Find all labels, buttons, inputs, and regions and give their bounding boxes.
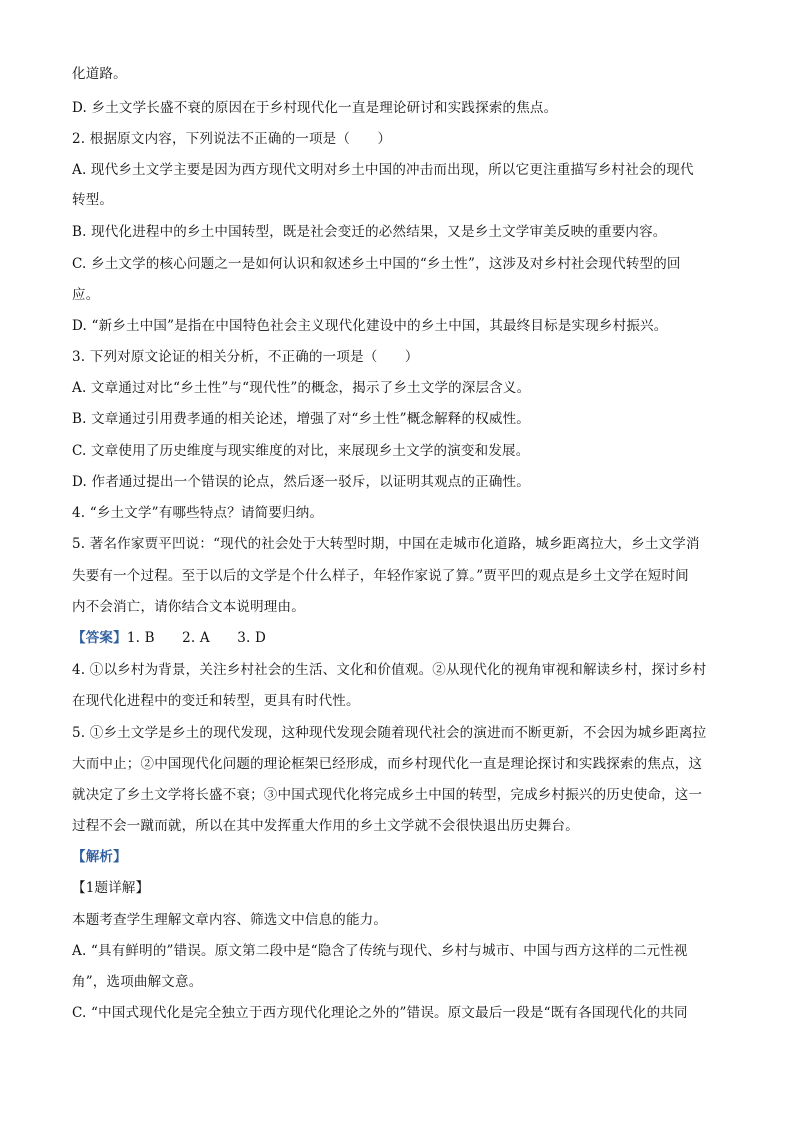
option-d: D. 作者通过提出一个错误的论点，然后逐一驳斥，以证明其观点的正确性。 (72, 474, 530, 490)
question-5: 5. 著名作家贾平凹说：“现代的社会处于大转型时期，中国在走城市化道路，城乡距离拉大，乡土文学消 (72, 536, 700, 552)
text-line: 大而中止；②中国现代化问题的理论框架已经形成，而乡村现代化一直是理论探讨和实践探索的焦点，这 (72, 756, 703, 772)
option-c: C. 乡土文学的核心问题之一是如何认识和叙述乡土中国的“乡土性”，这涉及对乡村社会现代转型的回 (72, 256, 681, 272)
answer-4: 4. ①以乡村为背景，关注乡村社会的生活、文化和价值观。②从现代化的视角审视和解读乡村，探讨乡村 (72, 662, 707, 678)
option-d: D. “新乡土中国”是指在中国特色社会主义现代化建设中的乡土中国，其最终目标是实现乡村振兴。 (72, 318, 668, 334)
option-a: A. 现代乡土文学主要是因为西方现代文明对乡土中国的冲击而出现，所以它更注重描写乡村社会的现代 (72, 162, 694, 178)
text-line: 过程不会一蹴而就，所以在其中发挥重大作用的乡土文学就不会很快退出历史舞台。 (72, 818, 579, 834)
text-line: 就决定了乡土文学将长盛不衰；③中国式现代化将完成乡土中国的转型，完成乡村振兴的历史使命，这一 (72, 787, 703, 803)
section-heading: 【1题详解】 (72, 880, 150, 896)
text-line: C. “中国式现代化是完全独立于西方现代化理论之外的”错误。原文最后一段是“既有各国现代化的共同 (72, 1005, 688, 1021)
option-b: B. 现代化进程中的乡土中国转型，既是社会变迁的必然结果，又是乡土文学审美反映的重要内容。 (72, 224, 667, 240)
text-line: 失要有一个过程。至于以后的文学是个什么样子，年轻作家说了算。”贾平凹的观点是乡土文学在短时间 (72, 568, 689, 584)
analysis-label: 【解析】 (72, 849, 127, 865)
answer-5: 5. ①乡土文学是乡土的现代发现，这种现代发现会随着现代社会的演进而不断更新，不会因为城乡距离拉 (72, 725, 707, 741)
option-d: D. 乡土文学长盛不衰的原因在于乡村现代化一直是理论研讨和实践探索的焦点。 (72, 100, 558, 116)
answer-line (72, 628, 722, 648)
text-line: 转型。 (72, 192, 114, 208)
answer-label: 【答案】 (72, 630, 127, 646)
text-line: 本题考查学生理解文章内容、筛选文中信息的能力。 (72, 912, 388, 928)
option-b: B. 文章通过引用费孝通的相关论述，增强了对“乡土性”概念解释的权威性。 (72, 411, 531, 427)
question-3: 3. 下列对原文论证的相关分析，不正确的一项是（ ） (72, 349, 419, 365)
option-c: C. 文章使用了历史维度与现实维度的对比，来展现乡土文学的演变和发展。 (72, 443, 530, 459)
text-line: 内不会消亡，请你结合文本说明理由。 (72, 599, 305, 615)
option-a: A. 文章通过对比“乡土性”与“现代性”的概念，揭示了乡土文学的深层含义。 (72, 380, 531, 396)
text-line: 应。 (72, 287, 100, 303)
text-line: 角”，选项曲解文意。 (72, 974, 203, 990)
question-2: 2. 根据原文内容，下列说法不正确的一项是（ ） (72, 131, 392, 147)
text-line: A. “具有鲜明的”错误。原文第二段中是“隐含了传统与现代、乡村与城市、中国与西方这样的二元性视 (72, 943, 688, 959)
text-line: 化道路。 (72, 66, 127, 82)
text-line: 在现代化进程中的变迁和转型，更具有时代性。 (72, 693, 360, 709)
question-4: 4. “乡土文学”有哪些特点？请简要归纳。 (72, 505, 324, 521)
answer-text: 1. B 2. A 3. D (126, 630, 267, 646)
